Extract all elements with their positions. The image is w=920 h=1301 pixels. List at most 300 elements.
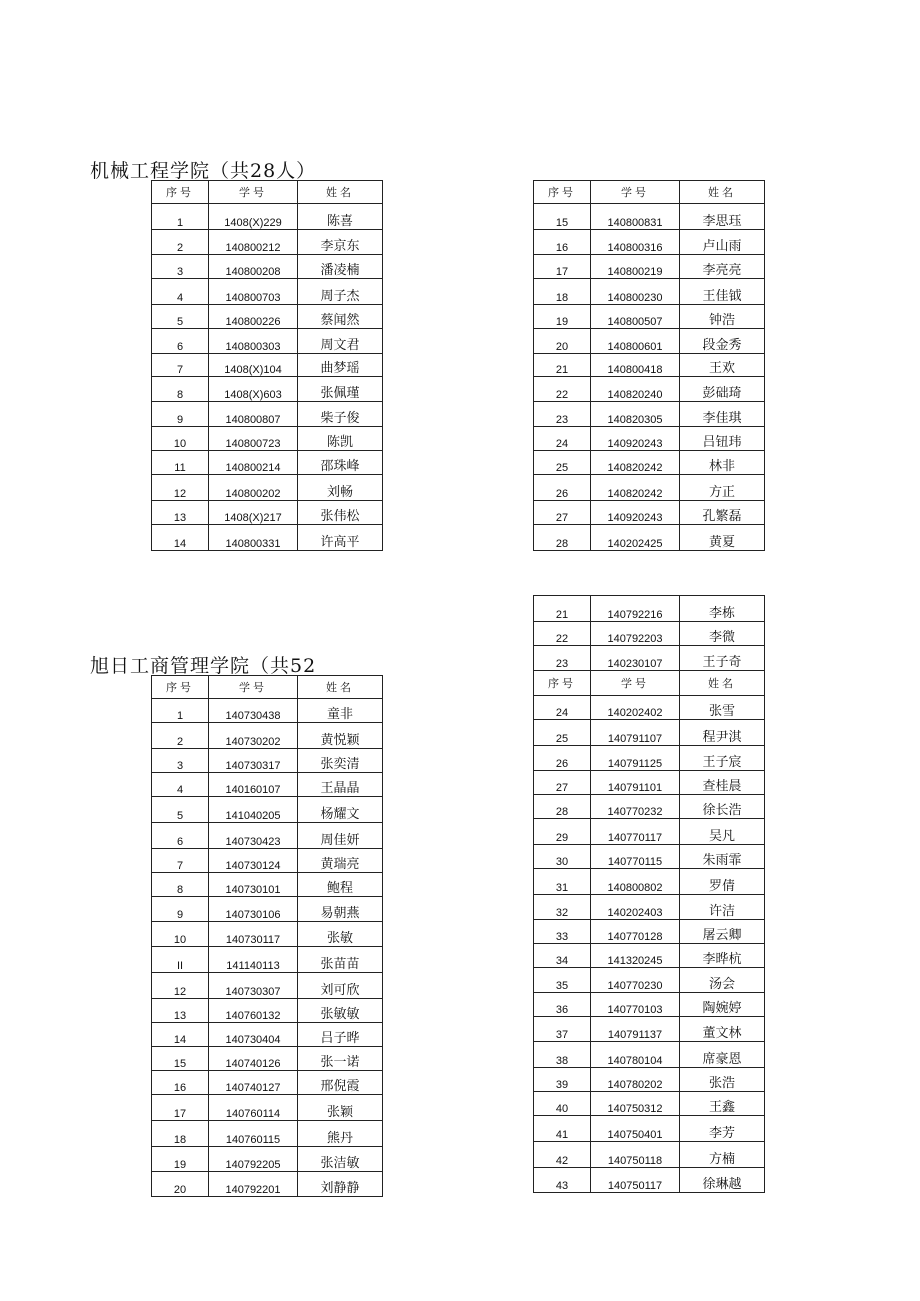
student-name: 张洁敏 <box>298 1147 383 1172</box>
student-id: 141320245 <box>591 944 680 968</box>
row-number: II <box>152 947 209 973</box>
student-id: 140820242 <box>591 475 680 501</box>
table-header-row <box>152 181 383 204</box>
row-number: 33 <box>534 920 591 944</box>
table-row <box>152 1121 383 1147</box>
table-row <box>534 1042 765 1068</box>
row-number: 20 <box>152 1172 209 1197</box>
student-id: 140740126 <box>209 1047 298 1071</box>
table-row <box>534 204 765 230</box>
row-number: 22 <box>534 377 591 402</box>
student-id: 140750117 <box>591 1168 680 1193</box>
row-number: 10 <box>152 427 209 451</box>
table-row <box>152 749 383 773</box>
row-number: 11 <box>152 451 209 475</box>
student-name: 柴子俊 <box>298 402 383 427</box>
table-row <box>534 525 765 551</box>
student-name: 刘可欣 <box>298 973 383 999</box>
row-number: 9 <box>152 402 209 427</box>
table-row <box>534 305 765 329</box>
row-number: 17 <box>534 255 591 279</box>
student-id: 140730202 <box>209 723 298 749</box>
table-row <box>534 377 765 402</box>
student-name: 方楠 <box>680 1142 765 1168</box>
table-row <box>152 329 383 354</box>
row-number: 34 <box>534 944 591 968</box>
table-row <box>152 849 383 873</box>
row-number: 41 <box>534 1116 591 1142</box>
student-name: 方正 <box>680 475 765 501</box>
row-number: 12 <box>152 973 209 999</box>
student-name: 李栋 <box>680 596 765 622</box>
table-row <box>152 230 383 255</box>
student-id: 140780202 <box>591 1068 680 1092</box>
student-name: 张敏 <box>298 922 383 947</box>
row-number: 14 <box>152 525 209 551</box>
student-id: 140800601 <box>591 329 680 354</box>
row-number: 42 <box>534 1142 591 1168</box>
student-name: 张雪 <box>680 696 765 720</box>
student-id: 140800214 <box>209 451 298 475</box>
table-row <box>534 622 765 646</box>
student-id: 1408(X)217 <box>209 501 298 525</box>
row-number: 28 <box>534 525 591 551</box>
student-id: 1408(X)104 <box>209 354 298 377</box>
student-name: 董文林 <box>680 1017 765 1042</box>
table-row <box>534 968 765 993</box>
table-row <box>534 993 765 1017</box>
table-row <box>152 305 383 329</box>
row-number: 16 <box>152 1071 209 1095</box>
table-row <box>534 329 765 354</box>
table-row <box>152 525 383 551</box>
student-id: 140800831 <box>591 204 680 230</box>
table-row <box>534 230 765 255</box>
student-name: 王子奇 <box>680 646 765 671</box>
row-number: 20 <box>534 329 591 354</box>
row-number: 8 <box>152 873 209 897</box>
student-id: 141040205 <box>209 797 298 823</box>
student-id: 140730438 <box>209 699 298 723</box>
student-id: 140730106 <box>209 897 298 922</box>
student-name: 李亮亮 <box>680 255 765 279</box>
table-row <box>534 1168 765 1193</box>
student-id: 140730124 <box>209 849 298 873</box>
table-row <box>152 773 383 797</box>
table-row <box>152 873 383 897</box>
row-number: 39 <box>534 1068 591 1092</box>
row-number: 5 <box>152 797 209 823</box>
student-name: 李晔杭 <box>680 944 765 968</box>
student-id: 1408(X)603 <box>209 377 298 402</box>
student-id: 140792201 <box>209 1172 298 1197</box>
table-row <box>534 869 765 895</box>
student-name: 彭础琦 <box>680 377 765 402</box>
table-row <box>152 1172 383 1197</box>
student-name: 程尹淇 <box>680 720 765 746</box>
table-row <box>152 1047 383 1071</box>
student-id: 140760115 <box>209 1121 298 1147</box>
student-id: 140770103 <box>591 993 680 1017</box>
student-id: 140750401 <box>591 1116 680 1142</box>
student-name: 黄悦颖 <box>298 723 383 749</box>
row-number: 23 <box>534 646 591 671</box>
student-id: 140730307 <box>209 973 298 999</box>
table-row <box>152 427 383 451</box>
student-name: 徐长浩 <box>680 795 765 819</box>
header-student-id: 学号 <box>209 181 298 204</box>
student-name: 吕子晔 <box>298 1023 383 1047</box>
student-id: 140750312 <box>591 1092 680 1116</box>
student-id: 140770232 <box>591 795 680 819</box>
table-row <box>534 1116 765 1142</box>
row-number: 31 <box>534 869 591 895</box>
row-number: 9 <box>152 897 209 922</box>
student-id: 140770115 <box>591 845 680 869</box>
section-title-mechanical: 机械工程学院（共28人） <box>90 160 317 182</box>
student-name: 查桂晨 <box>680 771 765 795</box>
row-number: 18 <box>534 279 591 305</box>
table-row <box>534 255 765 279</box>
student-id: 140770117 <box>591 819 680 845</box>
table-row <box>152 475 383 501</box>
student-id: 140800230 <box>591 279 680 305</box>
student-id: 140800723 <box>209 427 298 451</box>
student-id: 140791101 <box>591 771 680 795</box>
student-name: 许洁 <box>680 895 765 920</box>
student-name: 汤会 <box>680 968 765 993</box>
row-number: 16 <box>534 230 591 255</box>
row-number: 32 <box>534 895 591 920</box>
row-number: 1 <box>152 204 209 230</box>
student-id: 140800208 <box>209 255 298 279</box>
student-name: 刘畅 <box>298 475 383 501</box>
row-number: 13 <box>152 501 209 525</box>
student-id: 140800212 <box>209 230 298 255</box>
student-id: 140800316 <box>591 230 680 255</box>
student-id: 140780104 <box>591 1042 680 1068</box>
row-number: 8 <box>152 377 209 402</box>
table-row <box>534 279 765 305</box>
student-name: 曲梦瑶 <box>298 354 383 377</box>
table-row <box>152 999 383 1023</box>
student-id: 140800507 <box>591 305 680 329</box>
student-name: 陈凯 <box>298 427 383 451</box>
student-name: 罗倩 <box>680 869 765 895</box>
student-name: 朱雨霏 <box>680 845 765 869</box>
table-row <box>152 699 383 723</box>
student-id: 140730101 <box>209 873 298 897</box>
header-number: 序号 <box>534 181 591 204</box>
student-name: 易朝燕 <box>298 897 383 922</box>
student-name: 陈喜 <box>298 204 383 230</box>
student-name: 蔡闻然 <box>298 305 383 329</box>
student-name: 周文君 <box>298 329 383 354</box>
row-number: 13 <box>152 999 209 1023</box>
row-number: 3 <box>152 749 209 773</box>
student-name: 林非 <box>680 451 765 475</box>
row-number: 24 <box>534 696 591 720</box>
row-number: 15 <box>534 204 591 230</box>
student-name: 张敏敏 <box>298 999 383 1023</box>
student-name: 吴凡 <box>680 819 765 845</box>
table-row <box>534 895 765 920</box>
row-number: 4 <box>152 279 209 305</box>
student-id: 140730423 <box>209 823 298 849</box>
student-name: 邢倪霞 <box>298 1071 383 1095</box>
row-number: 35 <box>534 968 591 993</box>
student-name: 王晶晶 <box>298 773 383 797</box>
table-row <box>534 451 765 475</box>
table-row <box>534 696 765 720</box>
student-id: 140760114 <box>209 1095 298 1121</box>
student-id: 140760132 <box>209 999 298 1023</box>
student-name: 张奕清 <box>298 749 383 773</box>
table-row <box>534 746 765 771</box>
student-id: 140730117 <box>209 922 298 947</box>
student-name: 熊丹 <box>298 1121 383 1147</box>
row-number: 12 <box>152 475 209 501</box>
table-row <box>534 944 765 968</box>
row-number: 37 <box>534 1017 591 1042</box>
student-id: 140791107 <box>591 720 680 746</box>
student-name: 邵珠峰 <box>298 451 383 475</box>
student-id: 140800802 <box>591 869 680 895</box>
student-id: 140800303 <box>209 329 298 354</box>
table-row <box>152 1095 383 1121</box>
header-name: 姓名 <box>680 671 765 696</box>
row-number: 2 <box>152 723 209 749</box>
row-number: 28 <box>534 795 591 819</box>
student-id: 1408(X)229 <box>209 204 298 230</box>
student-id: 140770128 <box>591 920 680 944</box>
header-name: 姓名 <box>298 181 383 204</box>
row-number: 15 <box>152 1047 209 1071</box>
table-row <box>152 723 383 749</box>
student-name: 黄夏 <box>680 525 765 551</box>
mechanical-roster-left <box>151 180 383 551</box>
student-id: 140800703 <box>209 279 298 305</box>
row-number: 40 <box>534 1092 591 1116</box>
business-roster-left <box>151 675 383 1197</box>
row-number: 3 <box>152 255 209 279</box>
student-name: 潘凌楠 <box>298 255 383 279</box>
row-number: 27 <box>534 771 591 795</box>
student-id: 140730404 <box>209 1023 298 1047</box>
header-name: 姓名 <box>298 676 383 699</box>
table-row <box>534 475 765 501</box>
student-name: 张佩瑾 <box>298 377 383 402</box>
table-row <box>534 646 765 671</box>
row-number: 5 <box>152 305 209 329</box>
student-name: 吕钮玮 <box>680 427 765 451</box>
row-number: 43 <box>534 1168 591 1193</box>
row-number: 29 <box>534 819 591 845</box>
table-row <box>534 402 765 427</box>
student-id: 140920243 <box>591 501 680 525</box>
student-name: 王鑫 <box>680 1092 765 1116</box>
table-row <box>534 771 765 795</box>
row-number: 22 <box>534 622 591 646</box>
student-name: 李芳 <box>680 1116 765 1142</box>
student-name: 张伟松 <box>298 501 383 525</box>
section-title-business: 旭日工商管理学院（共52 <box>90 655 317 677</box>
table-row <box>534 596 765 622</box>
student-id: 140820240 <box>591 377 680 402</box>
row-number: 30 <box>534 845 591 869</box>
student-name: 李佳琪 <box>680 402 765 427</box>
student-name: 张浩 <box>680 1068 765 1092</box>
student-name: 孔繁磊 <box>680 501 765 525</box>
row-number: 10 <box>152 922 209 947</box>
row-number: 26 <box>534 475 591 501</box>
row-number: 25 <box>534 451 591 475</box>
row-number: 4 <box>152 773 209 797</box>
table-header-row <box>534 181 765 204</box>
student-name: 卢山雨 <box>680 230 765 255</box>
student-name: 杨耀文 <box>298 797 383 823</box>
student-name: 钟浩 <box>680 305 765 329</box>
table-row <box>152 402 383 427</box>
table-row <box>152 823 383 849</box>
student-name: 张颖 <box>298 1095 383 1121</box>
student-id: 140791137 <box>591 1017 680 1042</box>
student-name: 王欢 <box>680 354 765 377</box>
row-number: 21 <box>534 354 591 377</box>
header-student-id: 学号 <box>209 676 298 699</box>
table-row <box>534 501 765 525</box>
header-student-id: 学号 <box>591 671 680 696</box>
row-number: 38 <box>534 1042 591 1068</box>
student-id: 140820305 <box>591 402 680 427</box>
table-row <box>534 1142 765 1168</box>
table-row <box>152 947 383 973</box>
student-name: 周佳妍 <box>298 823 383 849</box>
student-name: 席豪恩 <box>680 1042 765 1068</box>
header-name: 姓名 <box>680 181 765 204</box>
student-name: 徐琳越 <box>680 1168 765 1193</box>
table-row <box>152 922 383 947</box>
student-name: 许高平 <box>298 525 383 551</box>
mechanical-roster-right <box>533 180 765 551</box>
student-name: 段金秀 <box>680 329 765 354</box>
header-number: 序号 <box>534 671 591 696</box>
row-number: 26 <box>534 746 591 771</box>
student-name: 李思珏 <box>680 204 765 230</box>
table-row <box>152 377 383 402</box>
table-row <box>534 354 765 377</box>
table-row <box>534 720 765 746</box>
table-row <box>534 1068 765 1092</box>
table-header-row <box>534 671 765 696</box>
student-id: 140202425 <box>591 525 680 551</box>
student-name: 陶婉婷 <box>680 993 765 1017</box>
table-row <box>534 427 765 451</box>
row-number: 19 <box>534 305 591 329</box>
table-row <box>152 1071 383 1095</box>
table-row <box>534 845 765 869</box>
row-number: 6 <box>152 329 209 354</box>
table-row <box>152 204 383 230</box>
student-id: 140770230 <box>591 968 680 993</box>
student-name: 李京东 <box>298 230 383 255</box>
student-id: 140740127 <box>209 1071 298 1095</box>
student-id: 141140113 <box>209 947 298 973</box>
row-number: 17 <box>152 1095 209 1121</box>
table-row <box>152 1023 383 1047</box>
table-row <box>152 1147 383 1172</box>
table-row <box>152 279 383 305</box>
table-row <box>152 973 383 999</box>
table-row <box>534 819 765 845</box>
row-number: 2 <box>152 230 209 255</box>
student-name: 王子宸 <box>680 746 765 771</box>
student-name: 黄瑞亮 <box>298 849 383 873</box>
row-number: 6 <box>152 823 209 849</box>
student-name: 张一诺 <box>298 1047 383 1071</box>
student-id: 140160107 <box>209 773 298 797</box>
row-number: 27 <box>534 501 591 525</box>
table-row <box>152 354 383 377</box>
table-row <box>534 795 765 819</box>
row-number: 7 <box>152 849 209 873</box>
student-id: 140800807 <box>209 402 298 427</box>
student-name: 刘静静 <box>298 1172 383 1197</box>
student-id: 140730317 <box>209 749 298 773</box>
table-row <box>152 451 383 475</box>
student-id: 140791125 <box>591 746 680 771</box>
table-row <box>152 501 383 525</box>
student-name: 周子杰 <box>298 279 383 305</box>
header-number: 序号 <box>152 676 209 699</box>
student-name: 张苗苗 <box>298 947 383 973</box>
row-number: 19 <box>152 1147 209 1172</box>
student-id: 140202403 <box>591 895 680 920</box>
table-row <box>152 897 383 922</box>
student-id: 140820242 <box>591 451 680 475</box>
student-id: 140750118 <box>591 1142 680 1168</box>
student-name: 鲍程 <box>298 873 383 897</box>
row-number: 21 <box>534 596 591 622</box>
table-header-row <box>152 676 383 699</box>
student-id: 140202402 <box>591 696 680 720</box>
row-number: 14 <box>152 1023 209 1047</box>
student-name: 王佳钺 <box>680 279 765 305</box>
student-name: 李微 <box>680 622 765 646</box>
student-id: 140792216 <box>591 596 680 622</box>
student-id: 140800202 <box>209 475 298 501</box>
student-id: 140792203 <box>591 622 680 646</box>
table-row <box>152 255 383 279</box>
row-number: 23 <box>534 402 591 427</box>
business-roster-right <box>533 595 765 1193</box>
student-id: 140230107 <box>591 646 680 671</box>
student-id: 140920243 <box>591 427 680 451</box>
header-number: 序号 <box>152 181 209 204</box>
row-number: 25 <box>534 720 591 746</box>
header-student-id: 学号 <box>591 181 680 204</box>
student-id: 140800331 <box>209 525 298 551</box>
row-number: 18 <box>152 1121 209 1147</box>
student-id: 140800219 <box>591 255 680 279</box>
table-row <box>534 1092 765 1116</box>
row-number: 24 <box>534 427 591 451</box>
student-name: 童非 <box>298 699 383 723</box>
row-number: 7 <box>152 354 209 377</box>
table-row <box>152 797 383 823</box>
table-row <box>534 920 765 944</box>
student-id: 140800418 <box>591 354 680 377</box>
